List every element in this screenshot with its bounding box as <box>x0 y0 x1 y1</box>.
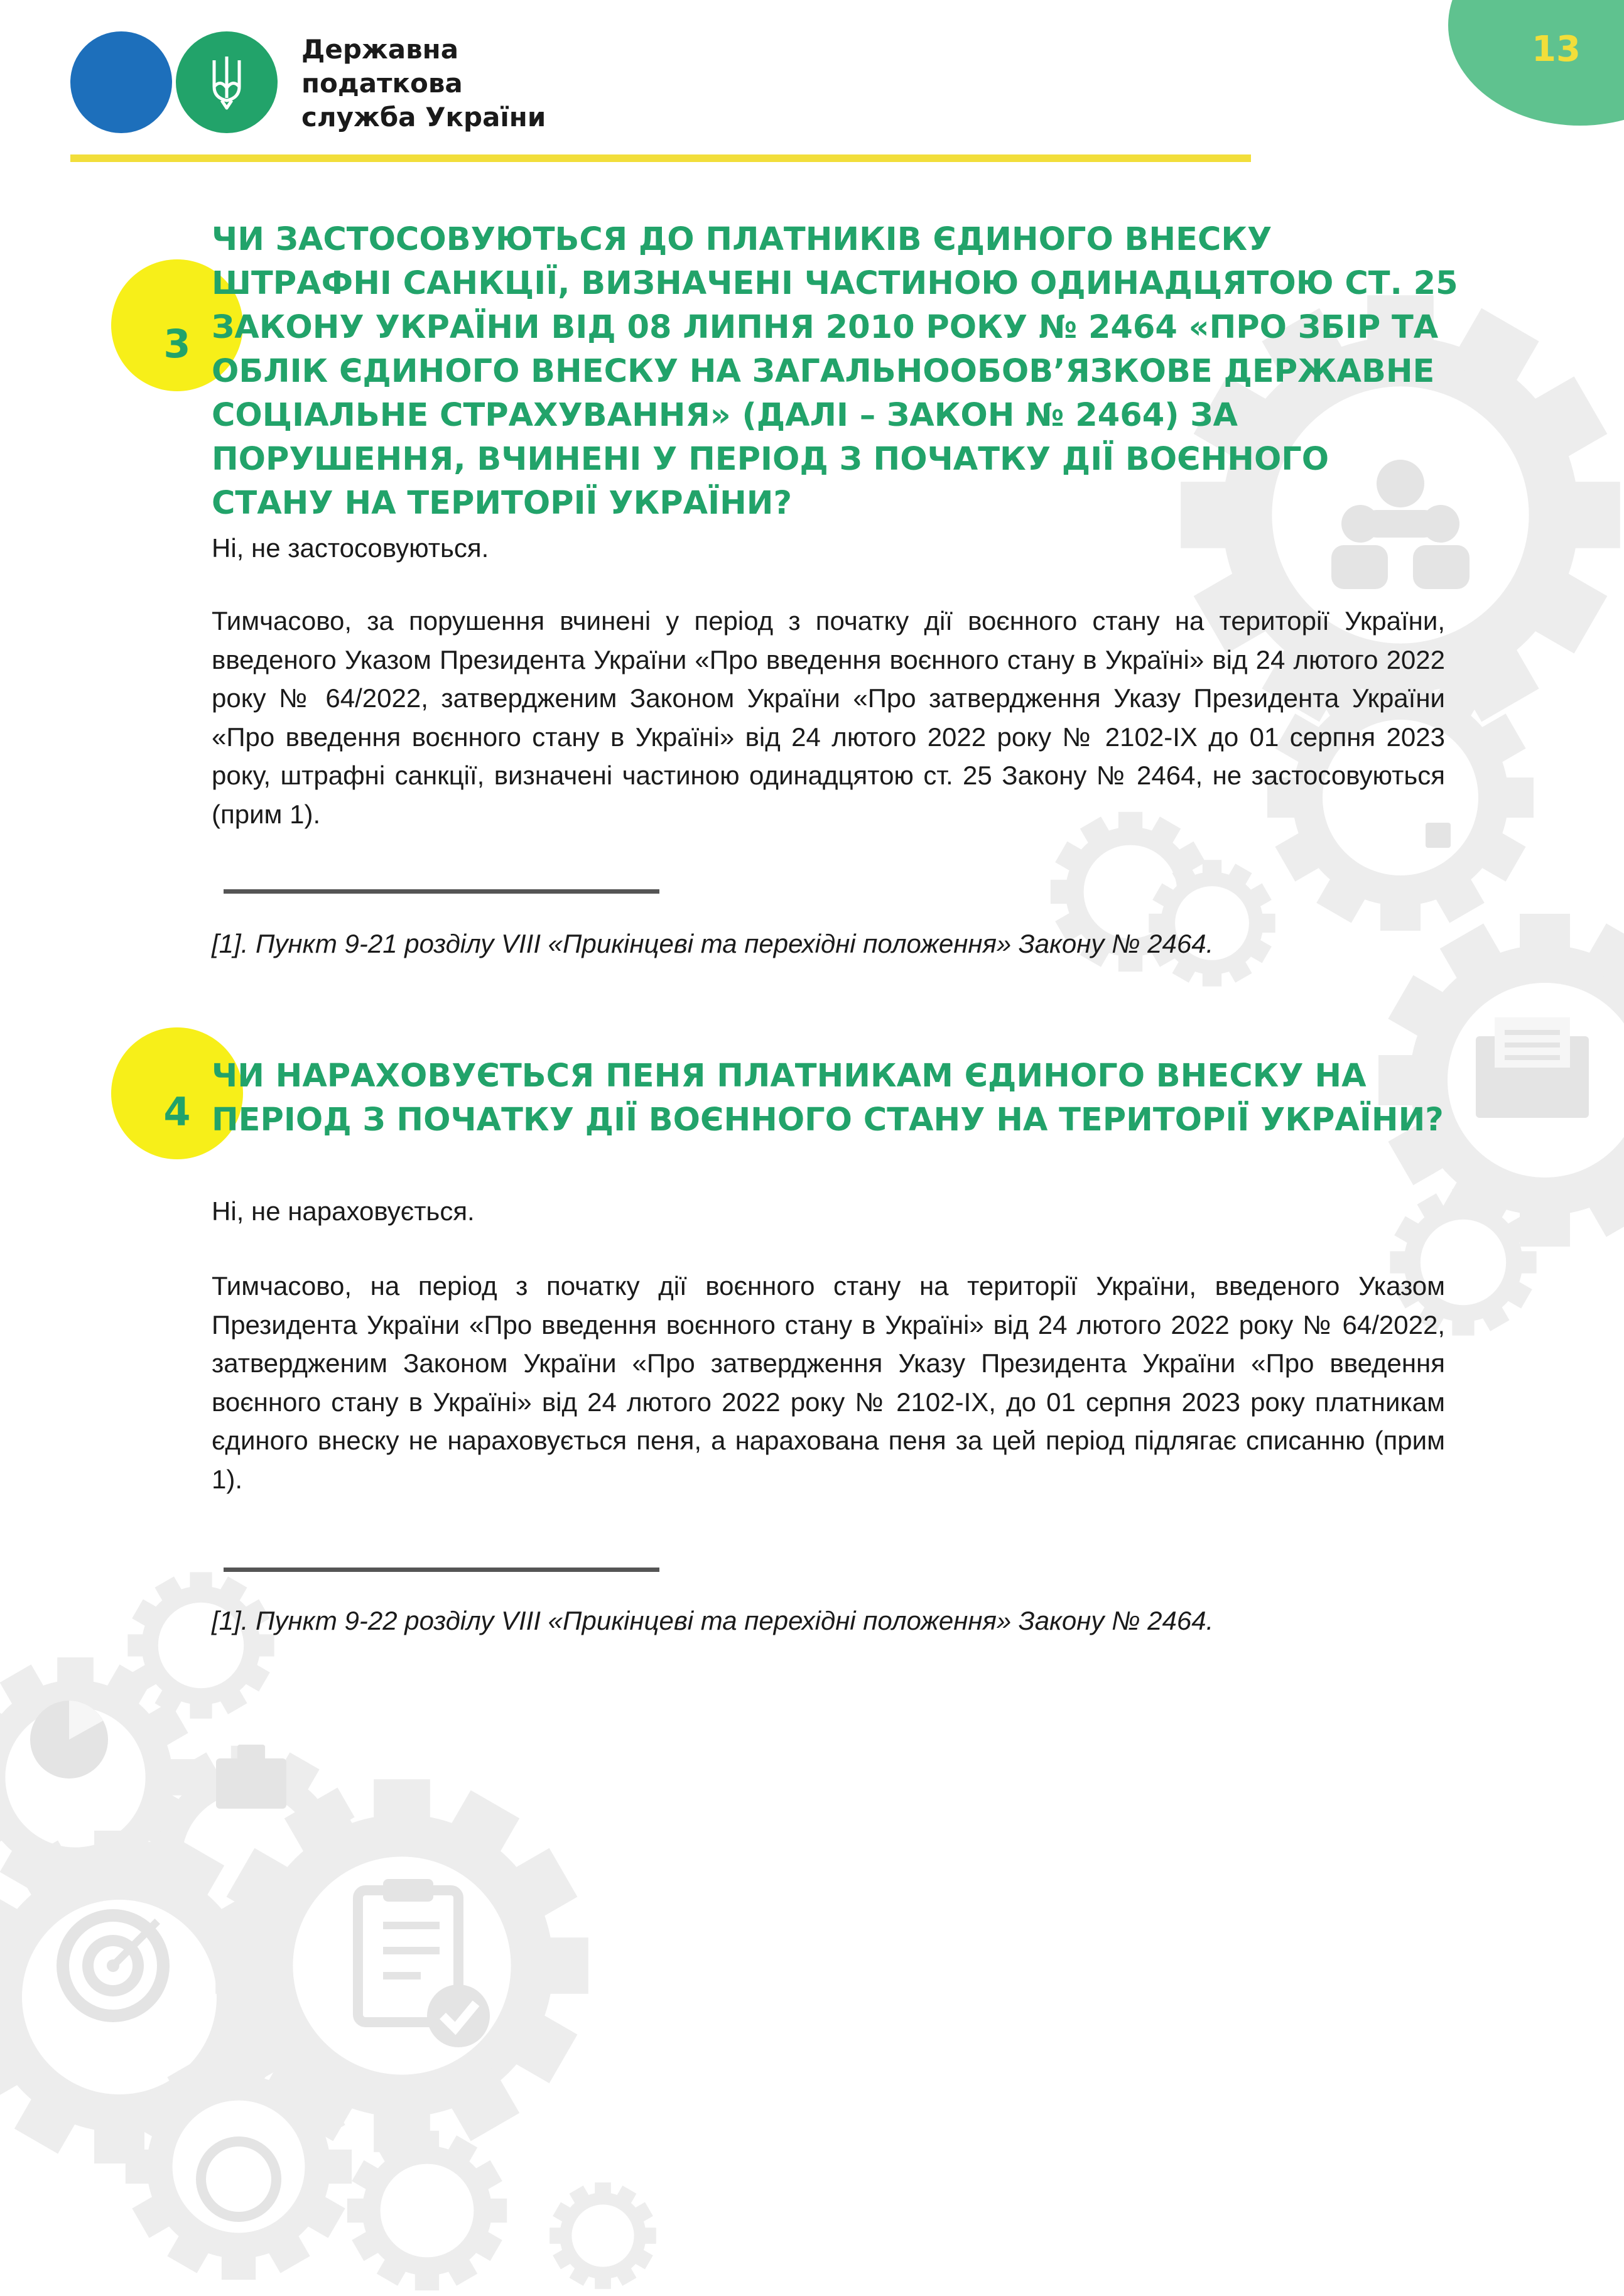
question-number: 3 <box>163 321 191 367</box>
trident-icon <box>209 54 244 111</box>
logo-blue-circle <box>70 31 172 133</box>
answer-short: Ні, не застосовуються. <box>212 533 489 563</box>
org-name: Державна податкова служба України <box>301 34 546 133</box>
question-number: 4 <box>163 1089 191 1135</box>
logo-green-circle <box>176 31 278 133</box>
question-title: ЧИ НАРАХОВУЄТЬСЯ ПЕНЯ ПЛАТНИКАМ ЄДИНОГО ВНЕСКУ НА ПЕРІОД З ПОЧАТКУ ДІЇ ВОЄННОГО СТАНУ НА ТЕРИТОРІЇ УКРАЇНИ? <box>212 1058 1444 1139</box>
footnote: [1]. Пункт 9-22 розділу VIII «Прикінцеві та перехідні положення» Закону № 2464. <box>212 1606 1214 1635</box>
answer-short: Ні, не нараховується. <box>212 1196 475 1226</box>
footnote: [1]. Пункт 9-21 розділу VIII «Прикінцеві та перехідні положення» Закону № 2464. <box>212 929 1214 958</box>
answer-explanation: Тимчасово, на період з початку дії воєнного стану на території України, введеного Указом Президента України «Про введення воєнного стану в Україні» від 24 лютого 2022 року № 64/2022, затвердженим Законом України «Про затвердження Указу Президента України «Про введення воєнного стану в Україні» від 24 лютого 2022 року № 2102-IX, до 01 серпня 2023 року платникам єдиного внеску не нараховується пеня, а нарахована пеня за цей період підлягає списанню (прим 1). <box>212 1271 1445 1494</box>
question-title: ЧИ ЗАСТОСОВУЮТЬСЯ ДО ПЛАТНИКІВ ЄДИНОГО ВНЕСКУ ШТРАФНІ САНКЦІЇ, ВИЗНАЧЕНІ ЧАСТИНОЮ ОДИНАДЦЯТОЮ СТ. 25 ЗАКОНУ УКРАЇНИ ВІД 08 ЛИПНЯ 2010 РОКУ № 2464 «ПРО ЗБІР ТА ОБЛІК ЄДИНОГО ВНЕСКУ НА ЗАГАЛЬНООБОВ’ЯЗКОВЕ ДЕРЖАВНЕ СОЦІАЛЬНЕ СТРАХУВАННЯ» (ДАЛІ – ЗАКОН № 2464) ЗА ПОРУШЕННЯ, ВЧИНЕНІ У ПЕРІОД З ПОЧАТКУ ДІЇ ВОЄННОГО СТАНУ НА ТЕРИТОРІЇ УКРАЇНИ? <box>212 221 1458 522</box>
pie-chart-icon <box>30 1701 108 1779</box>
answer-explanation: Тимчасово, за порушення вчинені у період з початку дії воєнного стану на території України, введеного Указом Президента України «Про введення воєнного стану в Україні» від 24 лютого 2022 року № 64/2022, затвердженим Законом України «Про затвердження Указу Президента України «Про введення воєнного стану в Україні» від 24 лютого 2022 року № 2102-IX до 01 серпня 2023 року, штрафні санкції, визначені частиною одинадцятою ст. 25 Закону № 2464, не застосовуються (прим 1). <box>212 606 1445 829</box>
header-divider <box>70 154 1251 162</box>
footnote-divider <box>224 1568 659 1572</box>
footnote-divider <box>224 889 659 894</box>
briefcase-icon <box>216 1745 286 1809</box>
page-number: 13 <box>1532 29 1581 70</box>
